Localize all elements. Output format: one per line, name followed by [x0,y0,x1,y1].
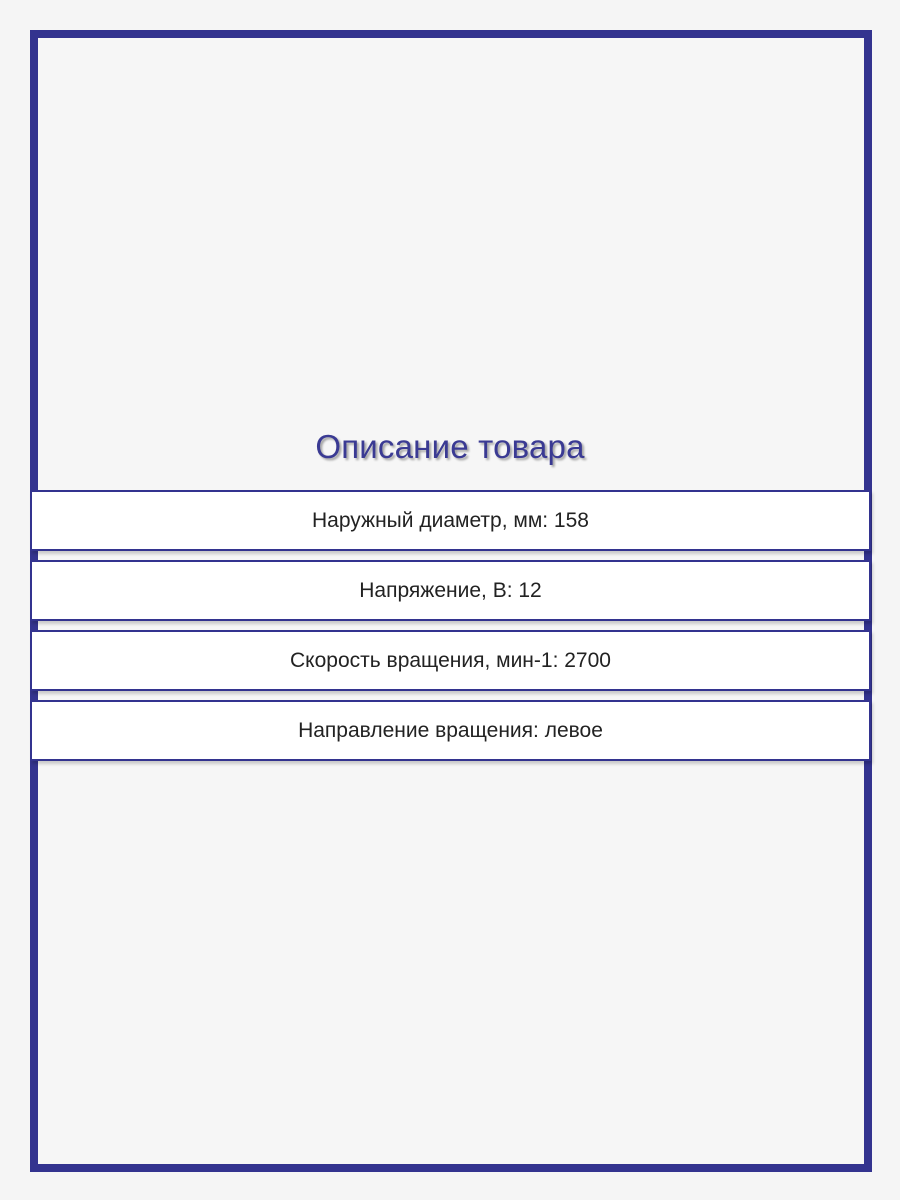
spec-row-outer-diameter: Наружный диаметр, мм: 158 [30,490,871,551]
spec-row-rotation-speed: Скорость вращения, мин-1: 2700 [30,630,871,691]
page-title: Описание товара [315,428,585,465]
spec-row-voltage: Напряжение, В: 12 [30,560,871,621]
spec-row-rotation-direction: Направление вращения: левое [30,700,871,761]
spec-list [30,490,871,770]
